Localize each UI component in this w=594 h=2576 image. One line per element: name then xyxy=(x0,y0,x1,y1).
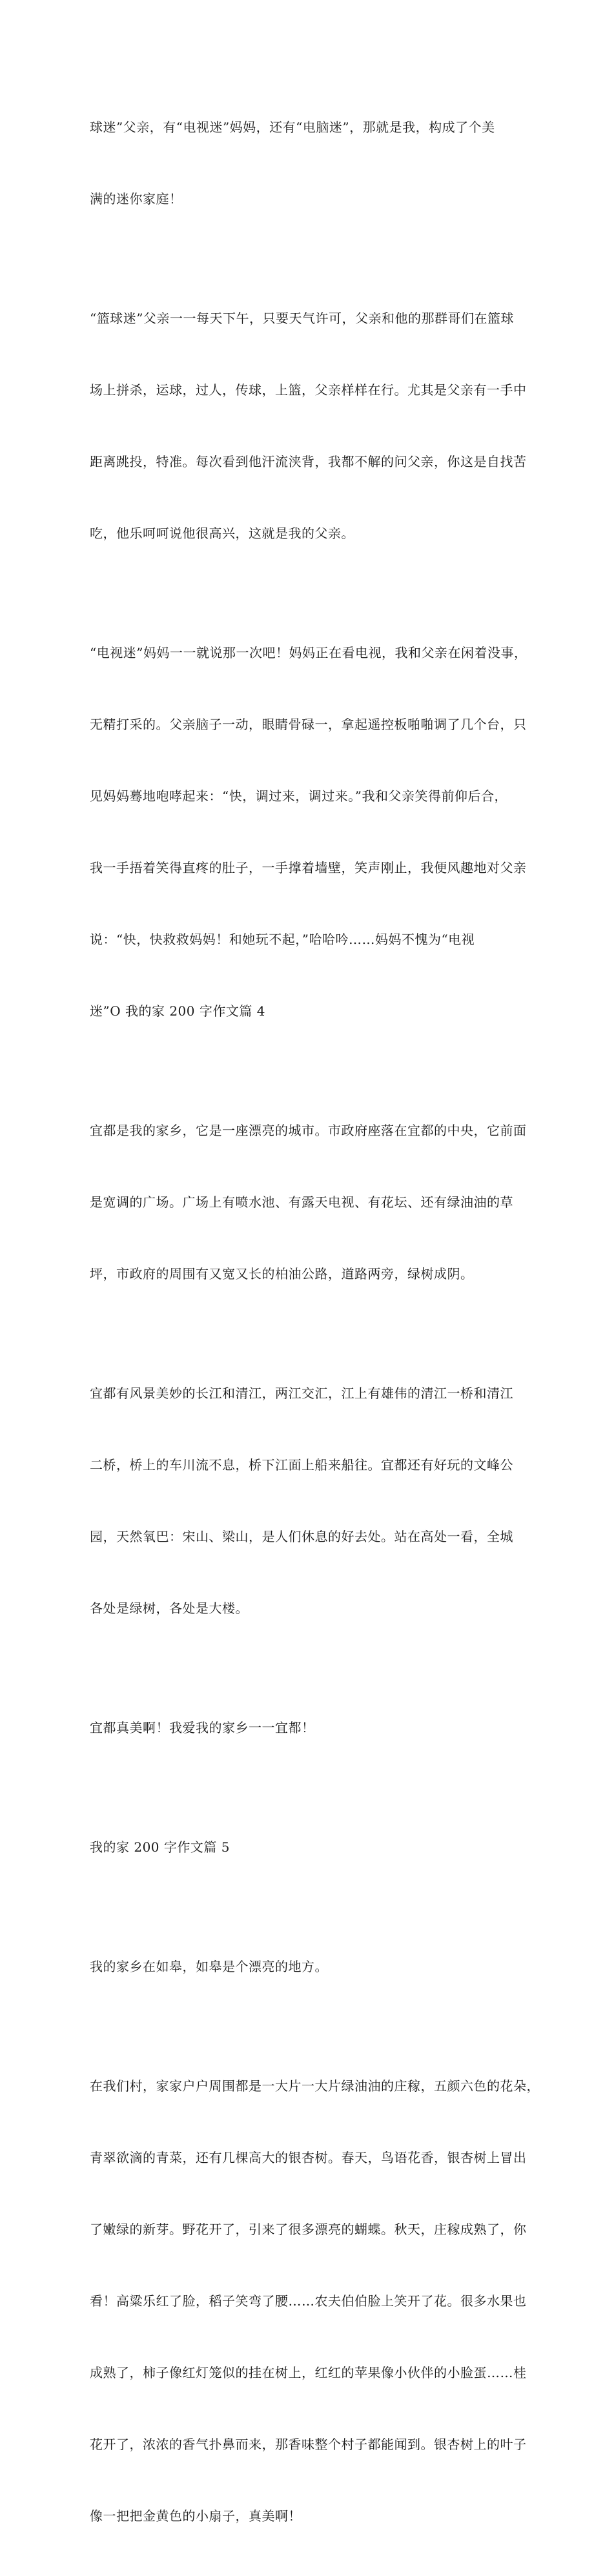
paragraph xyxy=(90,259,527,593)
text-line: 见妈妈蓦地咆哮起来：“快，调过来，调过来。”我和父亲笑得前仰后合， xyxy=(90,788,507,804)
text-line: 青翠欲滴的青菜，还有几棵高大的银杏树。春天，鸟语花香，银杏树上冒出 xyxy=(90,2150,527,2165)
text-line: 成熟了，柿子像红灯笼似的挂在树上，红红的苹果像小伙伴的小脸蛋……桂 xyxy=(90,2365,527,2380)
paragraph xyxy=(90,1071,527,1334)
paragraph xyxy=(90,593,527,1071)
text-line: 我的家 200 字作文篇 5 xyxy=(90,1839,230,1855)
text-line: 无精打采的。父亲脑子一动，眼睛骨碌一，拿起遥控板啪啪调了几个台，只 xyxy=(90,717,527,732)
paragraph xyxy=(90,1334,522,1668)
text-line: “电视迷”妈妈一一就说那一次吧！妈妈正在看电视，我和父亲在闲着没事， xyxy=(90,645,527,660)
paragraph xyxy=(90,1668,522,1788)
text-line: 是宽调的广场。广场上有喷水池、有露天电视、有花坛、还有绿油油的草 xyxy=(90,1194,513,1210)
text-line: 各处是绿树，各处是大楼。 xyxy=(90,1600,249,1616)
paragraph xyxy=(90,1907,522,2027)
text-line: 我一手捂着笑得直疼的肚子，一手撑着墙壁，笑声刚止，我便风趣地对父亲 xyxy=(90,860,527,875)
text-line: 宜都是我的家乡，它是一座漂亮的城市。市政府座落在宜都的中央，它前面 xyxy=(90,1123,527,1138)
text-line: 满的迷你家庭！ xyxy=(90,191,183,207)
text-line: 花开了，浓浓的香气扑鼻而来，那香味整个村子都能闻到。银杏树上的叶子 xyxy=(90,2437,527,2452)
text-line: 吃，他乐呵呵说他很高兴，这就是我的父亲。 xyxy=(90,526,354,541)
text-line: “篮球迷”父亲一一每天下午，只要天气许可，父亲和他的那群哥们在篮球 xyxy=(90,311,514,326)
paragraph xyxy=(90,2027,540,2576)
text-line: 球迷”父亲，有“电视迷”妈妈，还有“电脑迷”，那就是我，构成了个美 xyxy=(90,119,495,135)
text-line: 宜都真美啊！我爱我的家乡一一宜都！ xyxy=(90,1720,315,1735)
text-line: 距离跳投，特准。每次看到他汗流浃背，我都不解的问父亲，你这是自找苦 xyxy=(90,454,527,469)
text-line: 迷”O 我的家 200 字作文篇 4 xyxy=(90,1003,265,1019)
text-line: 在我们村，家家户户周围都是一大片一大片绿油油的庄稼，五颜六色的花朵， xyxy=(90,2078,540,2094)
text-line: 我的家乡在如皋，如皋是个漂亮的地方。 xyxy=(90,1959,328,1974)
text-line: 坪，市政府的周围有又宽又长的柏油公路，道路两旁，绿树成阴。 xyxy=(90,1266,474,1282)
text-line: 像一把把金黄色的小扇子，真美啊！ xyxy=(90,2508,302,2524)
paragraph xyxy=(90,68,522,259)
text-line: 看！高粱乐红了脸，稻子笑弯了腰……农夫伯伯脸上笑开了花。很多水果也 xyxy=(90,2293,527,2309)
text-line: 场上拼杀，运球，过人，传球，上篮，父亲样样在行。尤其是父亲有一手中 xyxy=(90,382,527,398)
text-line: 园，天然氧巴：宋山、梁山，是人们休息的好去处。站在高处一看，全城 xyxy=(90,1529,513,1544)
text-line: 了嫩绿的新芽。野花开了，引来了很多漂亮的蝴蝶。秋天，庄稼成熟了，你 xyxy=(90,2222,527,2237)
text-line: 二桥，桥上的车川流不息，桥下江面上船来船往。宜都还有好玩的文峰公 xyxy=(90,1457,513,1473)
text-line: 说：“快，快救救妈妈！和她玩不起，”哈哈吟……妈妈不愧为“电视 xyxy=(90,932,475,947)
section-heading xyxy=(90,1788,522,1907)
document-body xyxy=(90,68,540,2576)
text-line: 宜都有风景美妙的长江和清江，两江交汇，江上有雄伟的清江一桥和清江 xyxy=(90,1385,513,1401)
